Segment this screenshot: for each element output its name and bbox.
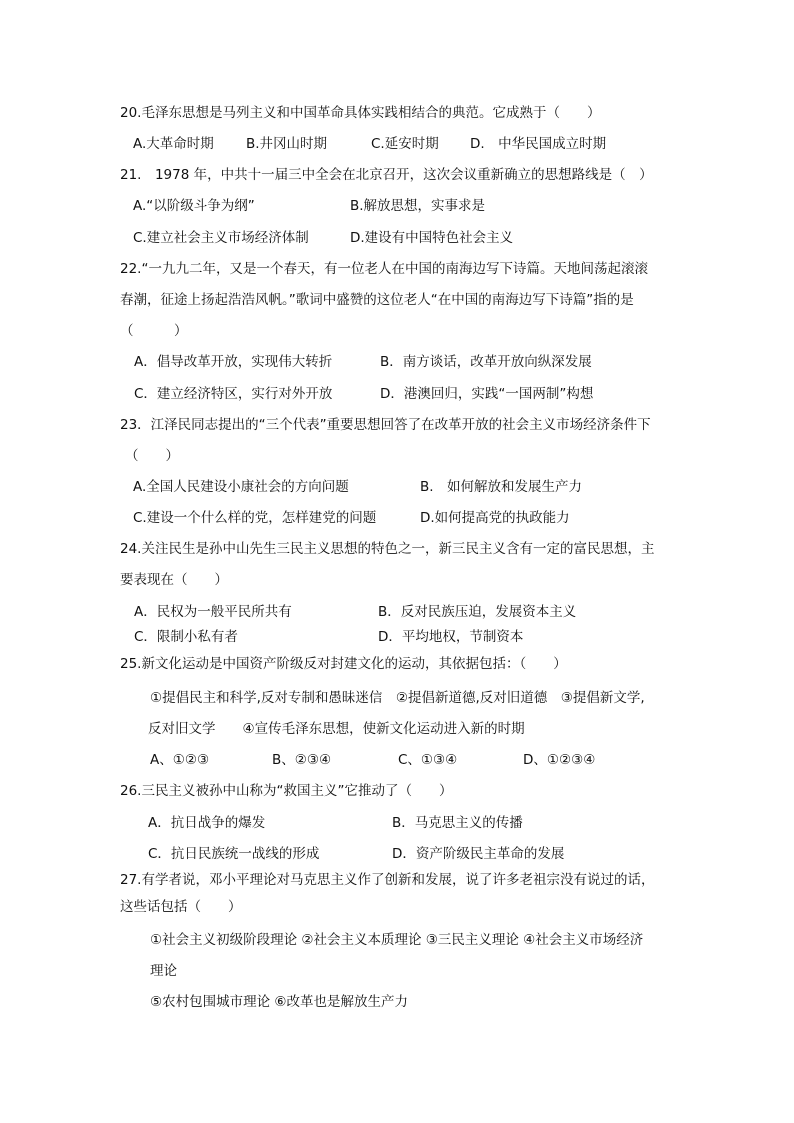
question-27-statement-line-3: ⑤农村包围城市理论 ⑥改革也是解放生产力 [150, 994, 408, 1010]
question-20-option-b: B.井冈山时期 [246, 136, 328, 152]
question-23-option-a: A.全国人民建设小康社会的方向问题 [133, 479, 349, 495]
question-24-stem-line-2: 要表现在（ ） [120, 572, 228, 588]
question-27-stem-line-2: 这些话包括（ ） [120, 899, 242, 915]
question-26-stem: 26.三民主义被孙中山称为“救国主义”它推动了（ ） [120, 783, 453, 799]
question-27-statement-line-2: 理论 [150, 963, 177, 979]
question-25-option-c: C、①③④ [398, 752, 458, 768]
question-26-option-d: D．资产阶级民主革命的发展 [392, 846, 565, 862]
question-24-stem-line-1: 24.关注民生是孙中山先生三民主义思想的特色之一，新三民主义含有一定的富民思想，主 [120, 541, 655, 557]
question-26-option-b: B．马克思主义的传播 [392, 815, 523, 831]
question-21-option-c: C.建立社会主义市场经济体制 [133, 230, 309, 246]
question-27-statement-line-1: ①社会主义初级阶段理论 ②社会主义本质理论 ③三民主义理论 ④社会主义市场经济 [150, 932, 644, 948]
question-27-stem-line-1: 27.有学者说，邓小平理论对马克思主义作了创新和发展，说了许多老祖宗没有说过的话， [120, 872, 655, 888]
question-20-option-c: C.延安时期 [371, 136, 439, 152]
question-26-option-a: A．抗日战争的爆发 [148, 815, 266, 831]
question-21-option-d: D.建设有中国特色社会主义 [350, 230, 514, 246]
question-25-statement-line-1: ①提倡民主和科学,反对专制和愚昧迷信 ②提倡新道德,反对旧道德 ③提倡新文学, [150, 690, 645, 706]
question-24-option-d: D．平均地权，节制资本 [378, 629, 524, 645]
question-22-option-c: C．建立经济特区，实行对外开放 [134, 386, 333, 402]
question-22-option-d: D．港澳回归，实践“一国两制”构想 [380, 386, 594, 402]
question-25-stem: 25.新文化运动是中国资产阶级反对封建文化的运动，其依据包括：（ ） [120, 656, 567, 672]
question-22-stem-line-1: 22.“一九九二年，又是一个春天，有一位老人在中国的南海边写下诗篇。天地间荡起滚滚 [120, 261, 648, 277]
question-25-option-b: B、②③④ [272, 752, 332, 768]
question-22-option-b: B．南方谈话，改革开放向纵深发展 [380, 354, 592, 370]
question-25-statement-line-2: 反对旧文学 ④宣传毛泽东思想，使新文化运动进入新的时期 [148, 721, 525, 737]
question-21-stem: 21. 1978 年，中共十一届三中全会在北京召开，这次会议重新确立的思想路线是（ ） [120, 167, 653, 183]
question-22-option-a: A．倡导改革开放，实现伟大转折 [134, 354, 333, 370]
question-26-option-c: C．抗日民族统一战线的形成 [148, 846, 320, 862]
question-24-option-b: B．反对民族压迫，发展资本主义 [378, 604, 577, 620]
question-21-option-b: B.解放思想，实事求是 [350, 198, 486, 214]
question-23-option-c: C.建设一个什么样的党，怎样建党的问题 [133, 510, 377, 526]
question-25-option-d: D、①②③④ [523, 752, 596, 768]
question-22-stem-line-2: 春潮，征途上扬起浩浩风帆。”歌词中盛赞的这位老人“在中国的南海边写下诗篇”指的是 [120, 292, 634, 308]
question-20-stem: 20.毛泽东思想是马列主义和中国革命具体实践相结合的典范。它成熟于（ ） [120, 105, 601, 121]
question-25-option-a: A、①②③ [150, 752, 210, 768]
question-21-option-a: A.“以阶级斗争为纲” [133, 198, 255, 214]
question-23-option-b: B. 如何解放和发展生产力 [420, 479, 583, 495]
question-22-stem-line-3: （ ） [120, 323, 188, 339]
question-23-option-d: D.如何提高党的执政能力 [420, 510, 570, 526]
question-23-stem-line-1: 23．江泽民同志提出的“三个代表”重要思想回答了在改革开放的社会主义市场经济条件下 [120, 417, 651, 433]
question-24-option-a: A．民权为一般平民所共有 [134, 604, 292, 620]
question-24-option-c: C．限制小私有者 [134, 629, 238, 645]
question-20-option-d: D. 中华民国成立时期 [470, 136, 607, 152]
question-23-stem-line-2: （ ） [125, 448, 179, 464]
question-20-option-a: A.大革命时期 [133, 136, 214, 152]
